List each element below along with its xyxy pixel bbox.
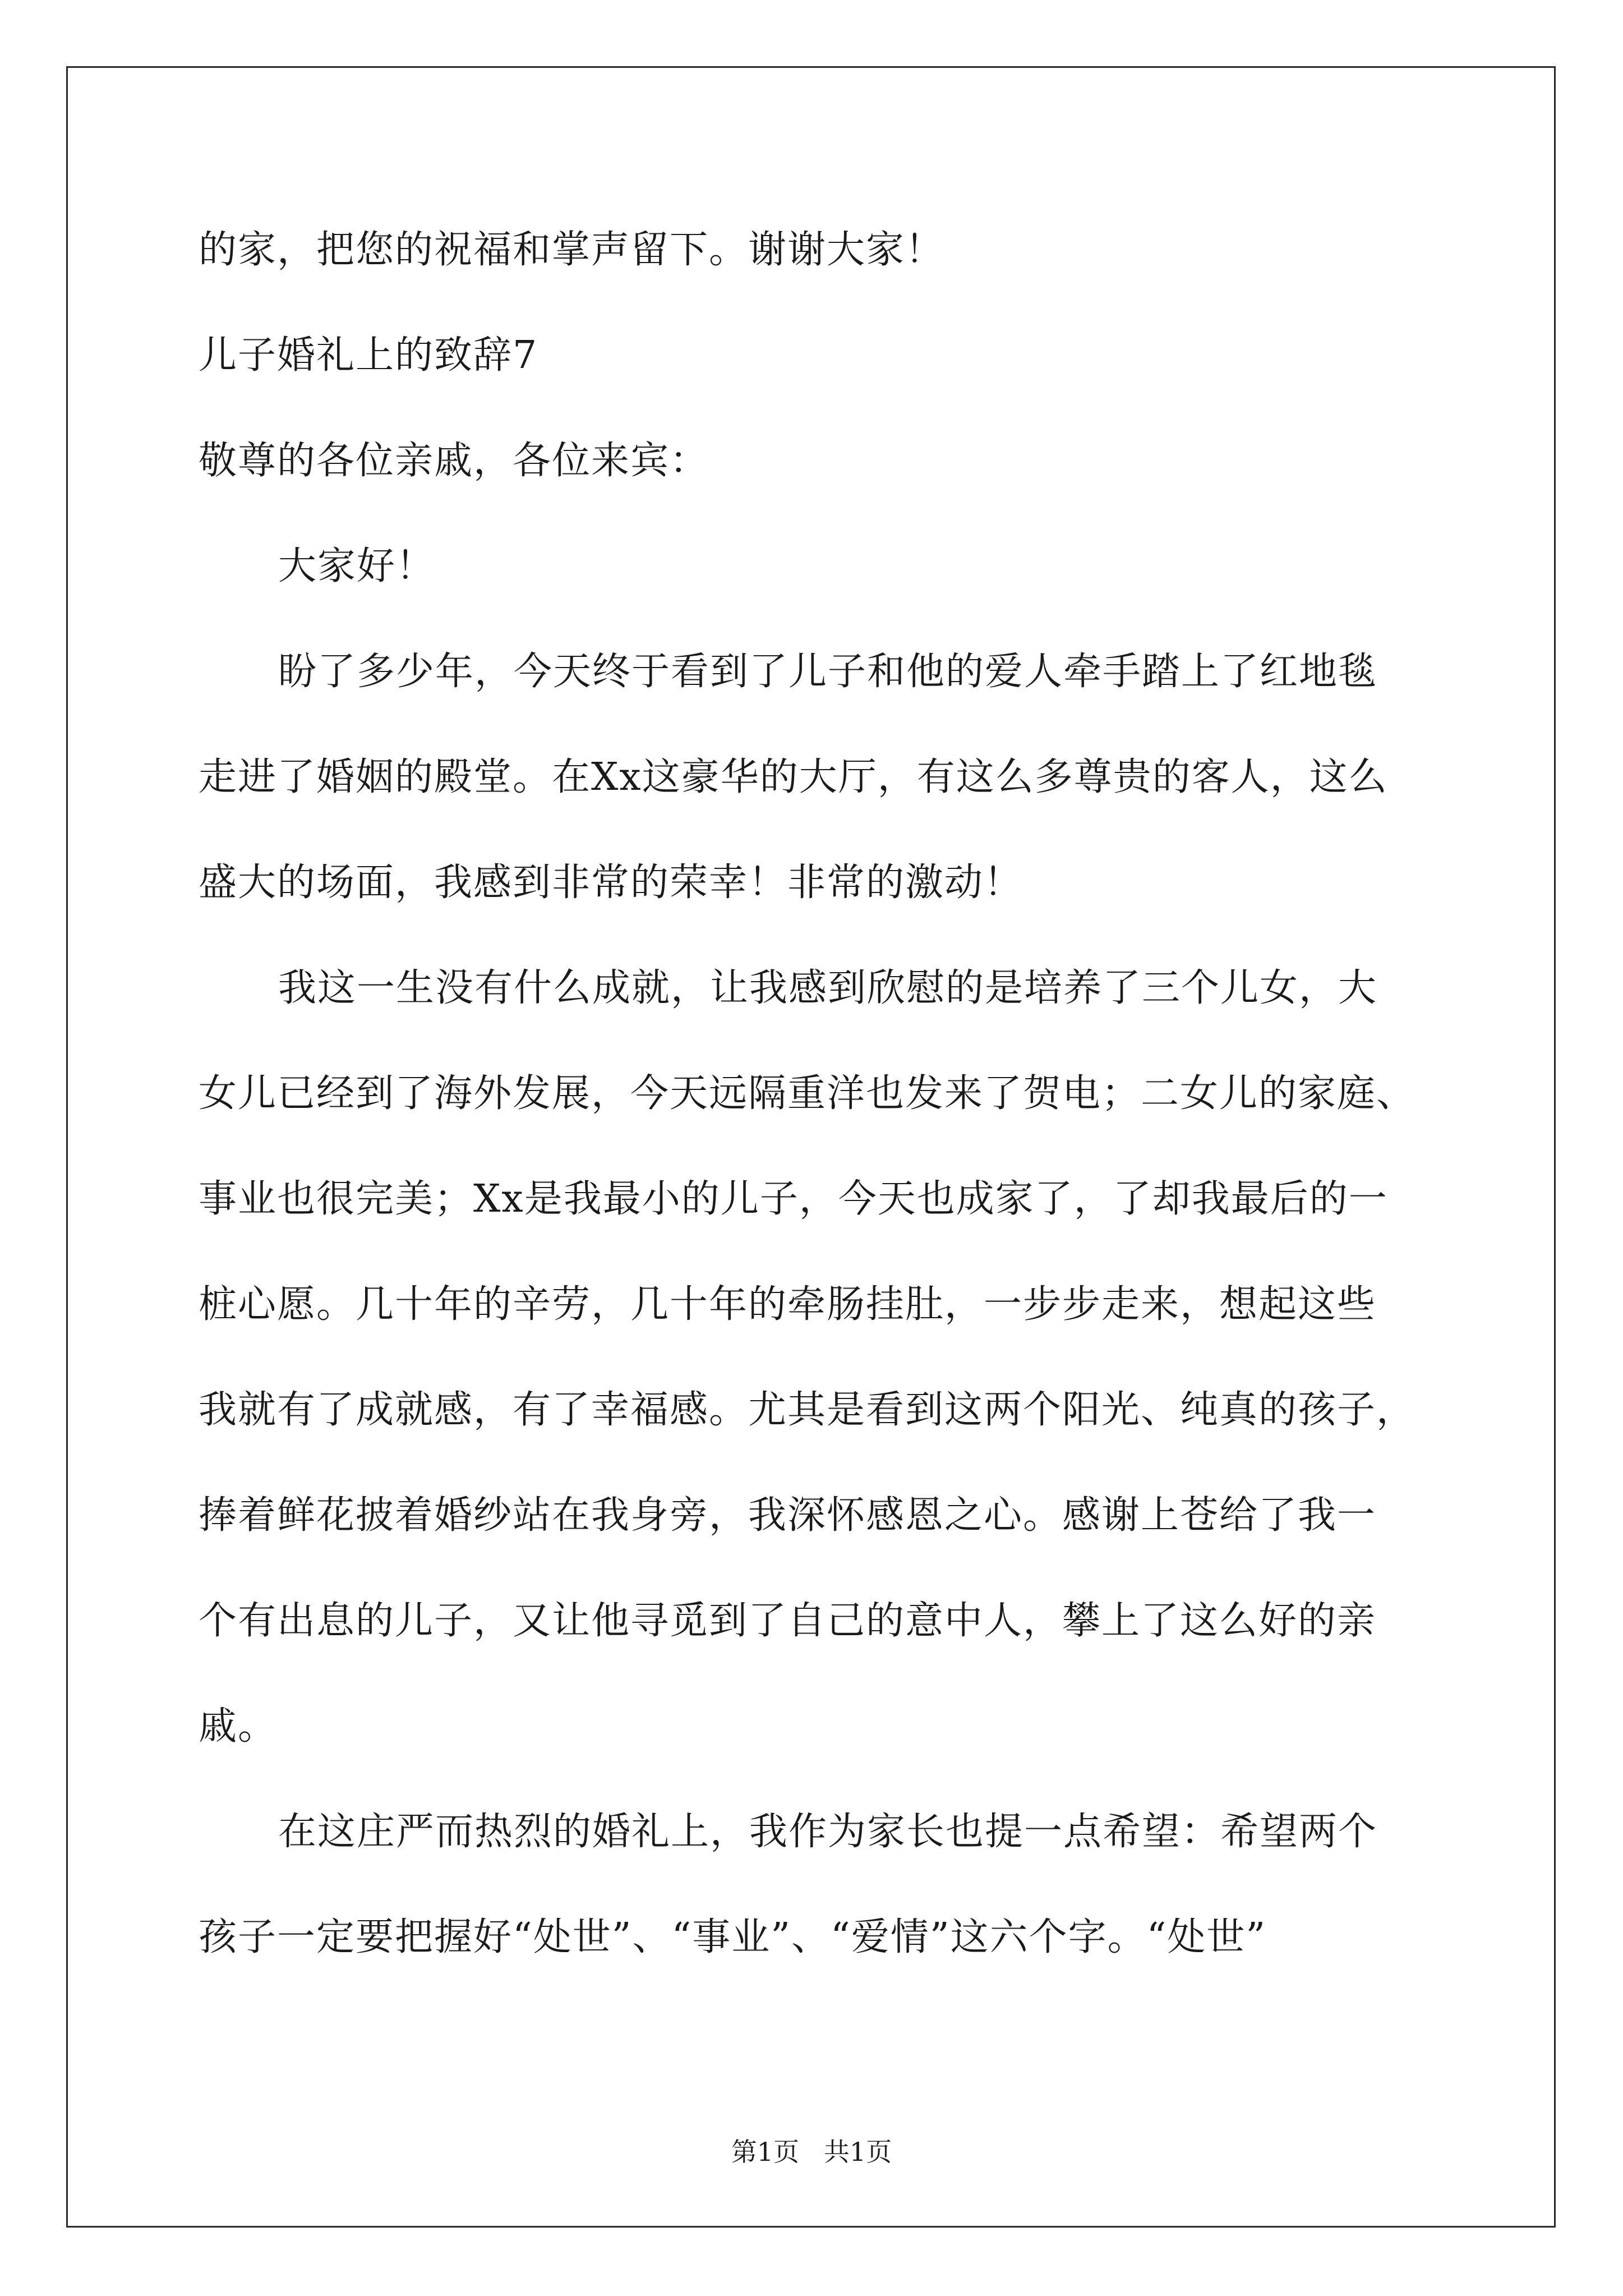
text-line: 孩子一定要把握好“处世”、“事业”、“爱情”这六个字。“处世” [199, 1915, 1267, 1959]
text-line: 在这庄严而热烈的婚礼上，我作为家长也提一点希望：希望两个 [278, 1810, 1378, 1854]
text-line: 我这一生没有什么成就，让我感到欣慰的是培养了三个儿女，大 [278, 966, 1378, 1010]
text-line: 盼了多少年，今天终于看到了儿子和他的爱人牵手踏上了红地毯 [278, 650, 1378, 694]
text-line: 个有出息的儿子，又让他寻觅到了自己的意中人，攀上了这么好的亲 [199, 1599, 1377, 1643]
text-line: 捧着鲜花披着婚纱站在我身旁，我深怀感恩之心。感谢上苍给了我一 [199, 1493, 1377, 1538]
text-line: 事业也很完美；Xx是我最小的儿子，今天也成家了，了却我最后的一 [199, 1177, 1388, 1221]
page-border [66, 66, 1556, 2228]
text-line: 我就有了成就感，有了幸福感。尤其是看到这两个阳光、纯真的孩子， [199, 1388, 1416, 1432]
page-number: 第1页 共1页 [731, 2137, 892, 2167]
text-line: 盛大的场面，我感到非常的荣幸！非常的激动！ [199, 861, 1023, 905]
text-line: 的家，把您的祝福和掌声留下。谢谢大家！ [199, 228, 945, 272]
greeting: 大家好！ [278, 544, 436, 588]
text-line: 桩心愿。几十年的辛劳，几十年的牵肠挂肚，一步步走来，想起这些 [199, 1282, 1377, 1327]
salutation: 敬尊的各位亲戚，各位来宾： [199, 439, 709, 483]
text-line: 走进了婚姻的殿堂。在Xx这豪华的大厅，有这么多尊贵的客人，这么 [199, 755, 1388, 799]
text-line: 女儿已经到了海外发展，今天远隔重洋也发来了贺电；二女儿的家庭、 [199, 1071, 1416, 1116]
section-heading: 儿子婚礼上的致辞7 [199, 333, 538, 378]
text-line: 戚。 [199, 1704, 278, 1749]
